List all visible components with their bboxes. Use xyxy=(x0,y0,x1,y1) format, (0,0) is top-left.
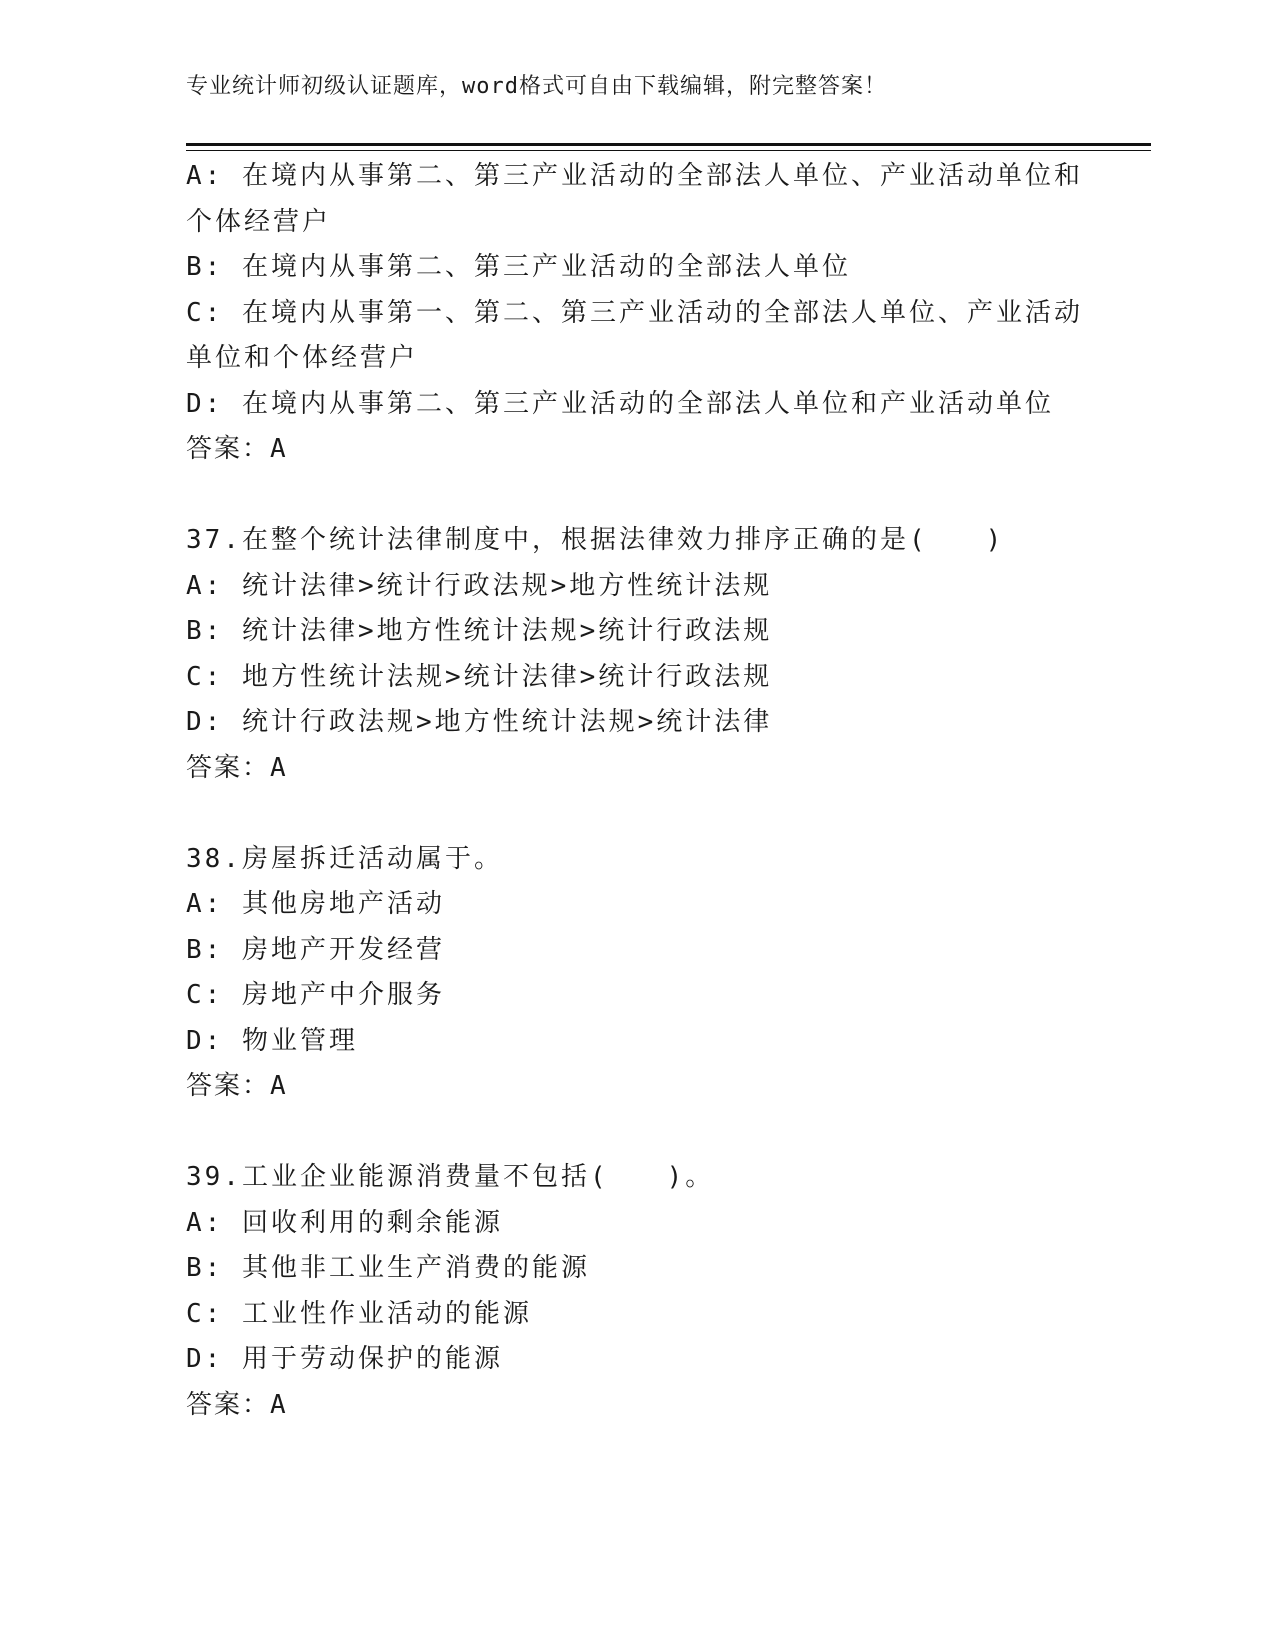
answer-value: A xyxy=(270,1389,287,1420)
option-line: C: 工业性作业活动的能源 xyxy=(186,1298,532,1329)
option-line: B: 其他非工业生产消费的能源 xyxy=(186,1253,590,1283)
header-rule-thick xyxy=(186,143,1151,146)
question-content xyxy=(186,154,1083,1428)
question-block-36 xyxy=(186,154,1083,473)
answer-value: A xyxy=(270,434,287,464)
question-block-37 xyxy=(186,518,1076,791)
option-line: D: 在境内从事第二、第三产业活动的全部法人单位和产业活动单位 xyxy=(186,388,1054,419)
spacer xyxy=(186,791,1076,837)
option-line: D: 统计行政法规>地方性统计法规>统计法律 xyxy=(186,707,773,737)
option-line: A: 其他房地产活动 xyxy=(186,889,445,919)
option-line: C: 地方性统计法规>统计法律>统计行政法规 xyxy=(186,661,773,692)
option-line: D: 用于劳动保护的能源 xyxy=(186,1344,503,1374)
spacer xyxy=(186,1110,1076,1156)
option-line: A: 在境内从事第二、第三产业活动的全部法人单位、产业活动单位和 xyxy=(186,161,1083,191)
answer-line xyxy=(186,1064,1076,1110)
spacer xyxy=(186,473,1076,519)
option-line: 个体经营户 xyxy=(186,206,332,237)
answer-value: A xyxy=(270,752,287,783)
option-line: D: 物业管理 xyxy=(186,1025,358,1056)
option-line: B: 统计法律>地方性统计法规>统计行政法规 xyxy=(186,616,773,646)
option-line: C: 房地产中介服务 xyxy=(186,980,445,1010)
option-line: C: 在境内从事第一、第二、第三产业活动的全部法人单位、产业活动 xyxy=(186,297,1083,328)
question-block-38 xyxy=(186,837,1076,1110)
option-line: B: 房地产开发经营 xyxy=(186,934,445,965)
answer-label: 答案： xyxy=(186,1071,271,1101)
answer-value: A xyxy=(270,1071,287,1101)
answer-line xyxy=(186,427,1076,473)
answer-label: 答案： xyxy=(186,434,271,464)
option-line: B: 在境内从事第二、第三产业活动的全部法人单位 xyxy=(186,252,851,282)
option-line: 单位和个体经营户 xyxy=(186,343,419,373)
answer-label: 答案： xyxy=(186,1389,271,1420)
answer-line xyxy=(186,746,1076,792)
option-line: A: 统计法律>统计行政法规>地方性统计法规 xyxy=(186,570,773,601)
header-rule-thin xyxy=(186,150,1151,151)
question-text: 38.房屋拆迁活动属于。 xyxy=(186,843,503,874)
question-block-39 xyxy=(186,1155,1076,1428)
question-text: 37.在整个统计法律制度中，根据法律效力排序正确的是( ) xyxy=(186,525,1005,555)
question-text: 39.工业企业能源消费量不包括( )。 xyxy=(186,1162,715,1192)
answer-line xyxy=(186,1383,1076,1429)
page-header: 专业统计师初级认证题库，word格式可自由下载编辑，附完整答案！ xyxy=(186,74,887,99)
answer-label: 答案： xyxy=(186,752,271,783)
option-line: A: 回收利用的剩余能源 xyxy=(186,1207,503,1238)
